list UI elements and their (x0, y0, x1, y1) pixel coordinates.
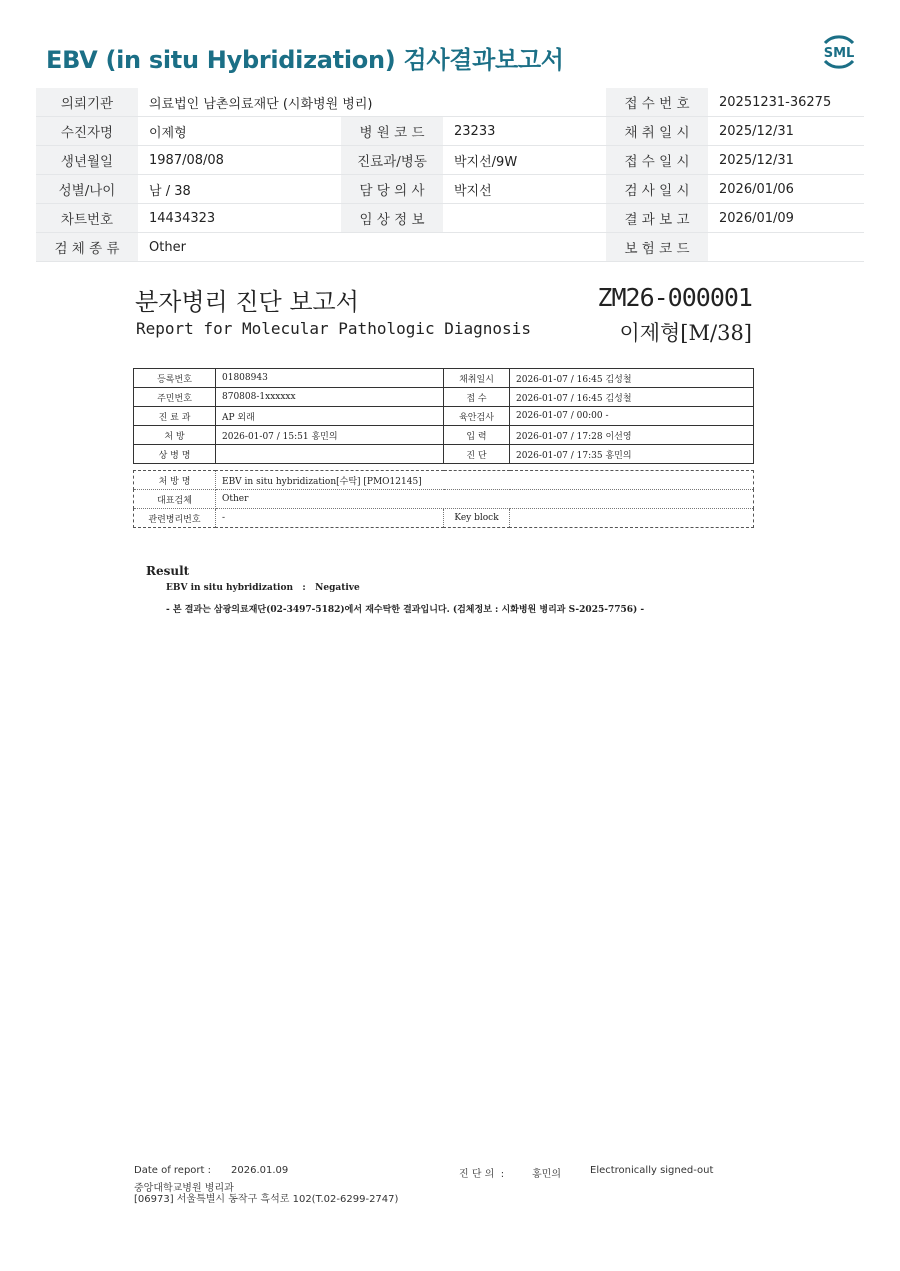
patient-info-table (36, 88, 864, 262)
specimen-label: 검 체 종 류 (36, 233, 138, 262)
report-patient: 이제형[M/38] (619, 321, 752, 345)
resident-no-value: 870808-1xxxxxx (216, 388, 444, 407)
order-table (133, 470, 754, 528)
disease-value (216, 445, 444, 464)
input-label: 입 력 (444, 426, 510, 445)
patient-value: 이제형 (138, 117, 341, 146)
dob-label: 생년월일 (36, 146, 138, 175)
hospital-code-label: 병 원 코 드 (341, 117, 443, 146)
chart-no-label: 차트번호 (36, 204, 138, 233)
registration-table (133, 368, 754, 464)
clinical-label: 임 상 정 보 (341, 204, 443, 233)
department-label: 진 료 과 (134, 407, 216, 426)
disease-label: 상 병 명 (134, 445, 216, 464)
order-value: EBV in situ hybridization[수탁] [PMO12145] (216, 471, 754, 490)
test-date-value: 2026/01/06 (708, 175, 864, 204)
patient-label: 수진자명 (36, 117, 138, 146)
table-row (134, 369, 754, 388)
doctor-value: 박지선 (443, 175, 606, 204)
related-value: - (216, 509, 444, 528)
hospital-department: 중앙대학교병원 병리과 (134, 1183, 234, 1194)
related-label: 관련병리번호 (134, 509, 216, 528)
reg-no-label: 등록번호 (134, 369, 216, 388)
receipt-date-label: 접 수 일 시 (606, 146, 708, 175)
sml-logo (817, 30, 861, 74)
diagnosis-label: 진 단 (444, 445, 510, 464)
report-title-ko: 분자병리 진단 보고서 (135, 288, 359, 316)
collect-label: 채취일시 (444, 369, 510, 388)
clinical-value (443, 204, 606, 233)
receipt-no-value: 20251231-36275 (708, 88, 864, 117)
info-row (36, 146, 864, 175)
info-row (36, 233, 864, 262)
receipt-label: 접 수 (444, 388, 510, 407)
result-heading: Result (146, 564, 190, 578)
rep-specimen-label: 대표검체 (134, 490, 216, 509)
report-title: EBV (in situ Hybridization) 검사결과보고서 (46, 46, 564, 74)
prescription-value: 2026-01-07 / 15:51 홍민의 (216, 426, 444, 445)
test-date-label: 검 사 일 시 (606, 175, 708, 204)
collect-date-value: 2025/12/31 (708, 117, 864, 146)
table-row (134, 509, 754, 528)
table-row (134, 407, 754, 426)
diagnosis-value: 2026-01-07 / 17:35 홍민의 (510, 445, 754, 464)
report-date-label: Date of report : (134, 1165, 211, 1176)
specimen-value: Other (138, 233, 606, 262)
receipt-date-value: 2025/12/31 (708, 146, 864, 175)
gross-exam-value: 2026-01-07 / 00:00 - (510, 407, 754, 426)
table-row (134, 490, 754, 509)
reg-no-value: 01808943 (216, 369, 444, 388)
dept-label: 진료과/병동 (341, 146, 443, 175)
receipt-value: 2026-01-07 / 16:45 김성철 (510, 388, 754, 407)
info-row (36, 175, 864, 204)
report-title-en: Report for Molecular Pathologic Diagnosis (136, 319, 531, 338)
signed-status: Electronically signed-out (590, 1165, 714, 1176)
order-label: 처 방 명 (134, 471, 216, 490)
collect-value: 2026-01-07 / 16:45 김성철 (510, 369, 754, 388)
dept-value: 박지선/9W (443, 146, 606, 175)
report-date-value: 2026.01.09 (231, 1165, 289, 1176)
result-line: EBV in situ hybridization : Negative (166, 583, 360, 593)
table-row (134, 471, 754, 490)
key-block-label: Key block (444, 509, 510, 528)
report-date-value: 2026/01/09 (708, 204, 864, 233)
report-date-label: 결 과 보 고 (606, 204, 708, 233)
institution-value: 의료법인 남촌의료재단 (시화병원 병리) (138, 88, 606, 117)
pathologist-label: 진 단 의 : (459, 1169, 505, 1180)
input-value: 2026-01-07 / 17:28 이선영 (510, 426, 754, 445)
pathologist-name: 홍민의 (532, 1169, 561, 1180)
hospital-address: [06973] 서울특별시 동작구 흑석로 102(T.02-6299-2747) (134, 1194, 399, 1205)
result-note: - 본 결과는 삼광의료재단(02-3497-5182)에서 재수탁한 결과입니다. (검체정보 : 시화병원 병리과 S-2025-7756) - (166, 605, 645, 615)
info-row (36, 88, 864, 117)
insurance-label: 보 험 코 드 (606, 233, 708, 262)
table-row (134, 388, 754, 407)
department-value: AP 외래 (216, 407, 444, 426)
prescription-label: 처 방 (134, 426, 216, 445)
report-number: ZM26-000001 (597, 283, 752, 312)
hospital-code-value: 23233 (443, 117, 606, 146)
table-row (134, 426, 754, 445)
key-block-value (510, 509, 754, 528)
sex-age-label: 성별/나이 (36, 175, 138, 204)
collect-date-label: 채 취 일 시 (606, 117, 708, 146)
receipt-no-label: 접 수 번 호 (606, 88, 708, 117)
info-row (36, 117, 864, 146)
logo-text: SML (823, 46, 855, 61)
sex-age-value: 남 / 38 (138, 175, 341, 204)
institution-label: 의뢰기관 (36, 88, 138, 117)
gross-exam-label: 육안검사 (444, 407, 510, 426)
dob-value: 1987/08/08 (138, 146, 341, 175)
rep-specimen-value: Other (216, 490, 754, 509)
resident-no-label: 주민번호 (134, 388, 216, 407)
info-row (36, 204, 864, 233)
insurance-value (708, 233, 864, 262)
chart-no-value: 14434323 (138, 204, 341, 233)
table-row (134, 445, 754, 464)
doctor-label: 담 당 의 사 (341, 175, 443, 204)
